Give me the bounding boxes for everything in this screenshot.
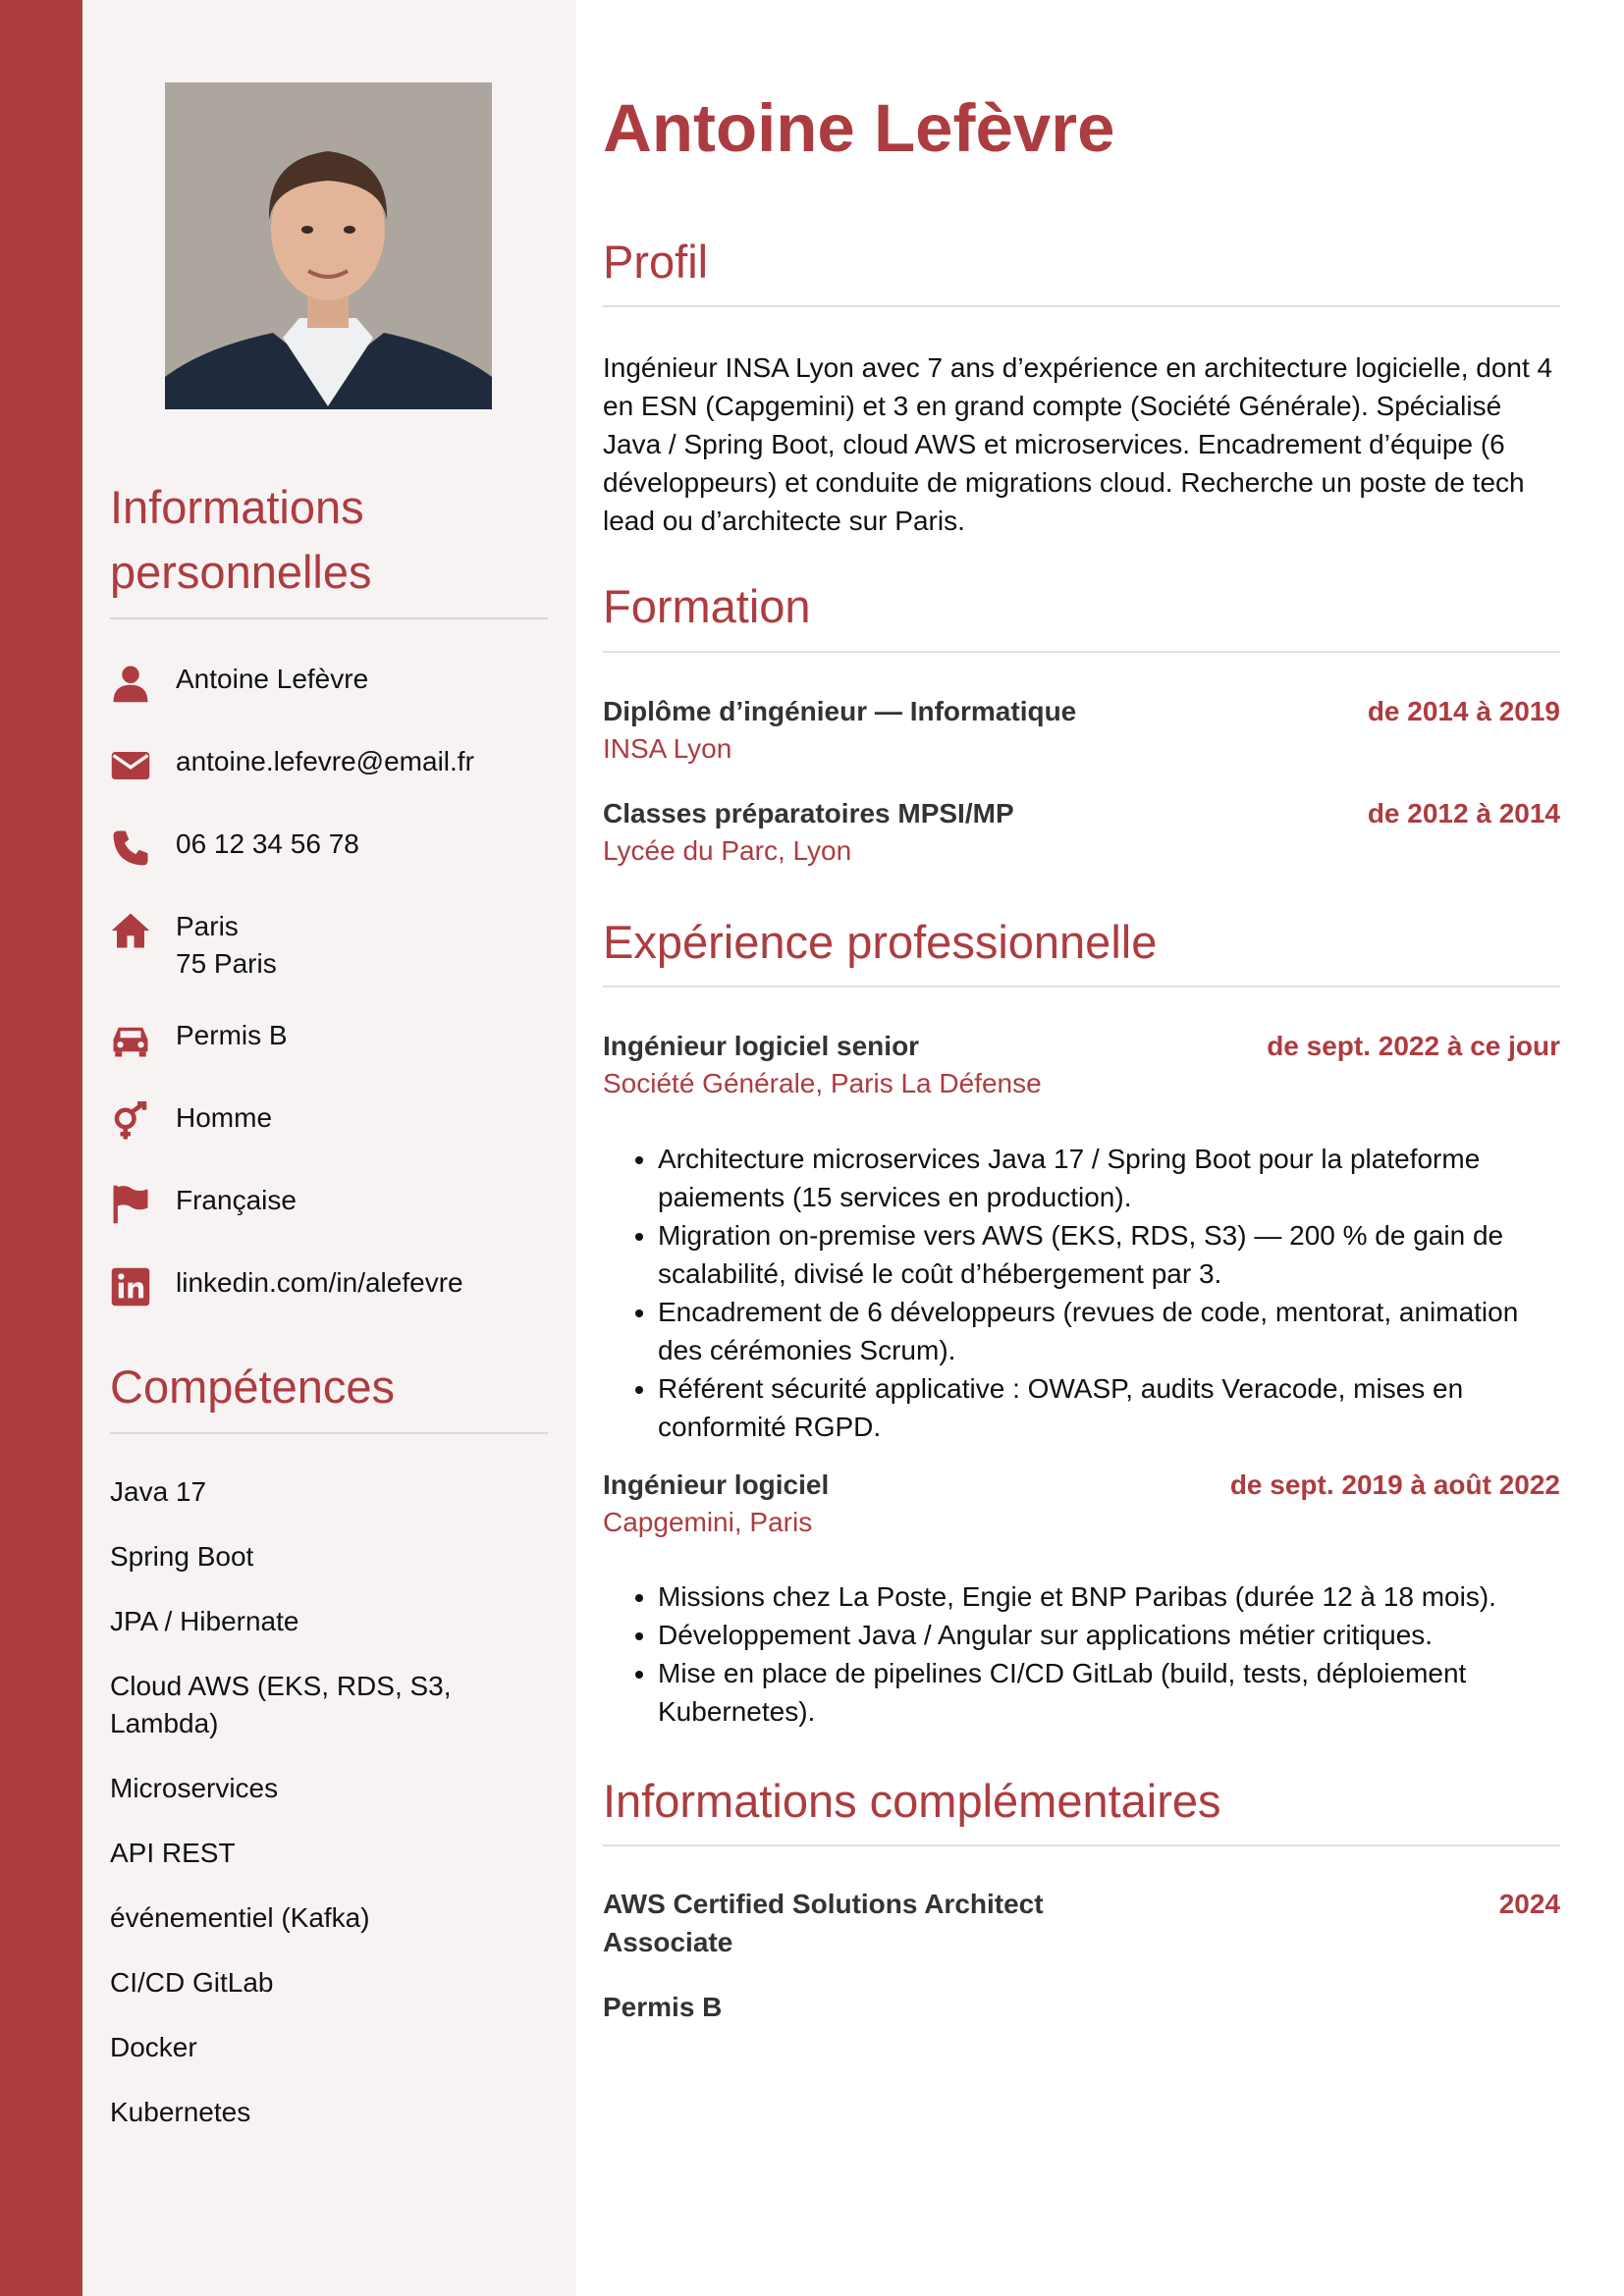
- job-bullets: [603, 1140, 1560, 1446]
- skill-item: Docker: [110, 2032, 197, 2062]
- skill-item: Cloud AWS (EKS, RDS, S3, Lambda): [110, 1671, 452, 1738]
- list-item: • Référent sécurité applicative : OWASP, audits Veracode, mises en conformité RGPD.: [658, 1369, 1560, 1446]
- list-item: • Encadrement de 6 développeurs (revues de code, mentorat, animation des cérémonies Scrum).: [658, 1293, 1560, 1369]
- job-date: de sept. 2019 à août 2022: [1229, 1469, 1560, 1500]
- education-title: Classes préparatoires MPSI/MP: [603, 798, 1014, 828]
- education-school: Lycée du Parc, Lyon: [603, 835, 852, 866]
- profile-text: Ingénieur INSA Lyon avec 7 ans d’expérience en architecture logicielle, dont 4 en ESN (Capgemini) et 3 en grand compte (Société Générale). Spécialisé Java / Spring Boot, cloud AWS et microservices. Encadrement d’équipe (6 développeurs) et conduite de migrations cloud. Recherche un poste de tech lead ou d’architecte sur Paris.: [603, 352, 1553, 536]
- personal-info-divider: [110, 617, 548, 619]
- envelope-icon: [110, 745, 151, 786]
- phone-icon: [110, 828, 151, 869]
- personal-info-heading: Informations personnelles: [110, 481, 372, 598]
- job-company: Société Générale, Paris La Défense: [603, 1068, 1042, 1098]
- education-divider: [603, 651, 1560, 653]
- skills-divider: [110, 1432, 548, 1434]
- address-region: 75 Paris: [176, 948, 277, 979]
- gender-icon: [110, 1101, 151, 1143]
- list-item: • Migration on-premise vers AWS (EKS, RDS, S3) — 200 % de gain de scalabilité, divisé le coût d’hébergement par 3.: [658, 1216, 1560, 1293]
- skill-item: Kubernetes: [110, 2097, 251, 2127]
- candidate-name: Antoine Lefèvre: [603, 90, 1115, 166]
- accent-bar: [0, 0, 82, 2296]
- experience-divider: [603, 986, 1560, 988]
- experience-heading: Expérience professionnelle: [603, 916, 1158, 968]
- sidebar: Informations personnelles Antoine Lefèvre antoine.lefevre@email.fr 06 12 34 56 78 Paris 75 Paris Permis B Homme Française linkedin.com/in/alefevre Compétences Java 17 Spring Boot JPA / Hibernate Cloud AWS (EKS, RDS, S3, Lambda) Microservices API REST événementiel (Kafka) CI/CD GitLab Docker Kubernetes: [82, 0, 576, 2296]
- education-title: Diplôme d’ingénieur — Informatique: [603, 696, 1077, 726]
- portrait-photo: [165, 82, 492, 409]
- list-item: • Mise en place de pipelines CI/CD GitLab (build, tests, déploiement Kubernetes).: [658, 1654, 1560, 1731]
- user-icon: [110, 663, 151, 704]
- list-item: • Architecture microservices Java 17 / Spring Boot pour la plateforme paiements (15 services en production).: [658, 1140, 1560, 1216]
- address-city: Paris: [176, 911, 239, 941]
- job-bullets: [603, 1577, 1560, 1731]
- education-date: de 2014 à 2019: [1367, 696, 1560, 726]
- skill-item: Microservices: [110, 1773, 279, 1803]
- job-date: de sept. 2022 à ce jour: [1267, 1031, 1560, 1061]
- additional-divider: [603, 1844, 1560, 1846]
- profile-heading: Profil: [603, 236, 709, 288]
- portrait-illustration: [165, 82, 492, 409]
- skill-item: événementiel (Kafka): [110, 1902, 370, 1933]
- skills-heading: Compétences: [110, 1361, 395, 1413]
- list-item: • Développement Java / Angular sur applications métier critiques.: [658, 1616, 1560, 1654]
- additional-title: AWS Certified Solutions Architect Associate: [603, 1889, 1044, 1957]
- additional-heading: Informations complémentaires: [603, 1775, 1221, 1827]
- car-icon: [110, 1019, 151, 1060]
- skill-item: API REST: [110, 1838, 236, 1868]
- list-item: • Missions chez La Poste, Engie et BNP Paribas (durée 12 à 18 mois).: [658, 1577, 1560, 1616]
- additional-title: Permis B: [603, 1992, 723, 2022]
- home-icon: [110, 910, 151, 951]
- skill-item: Java 17: [110, 1476, 207, 1507]
- additional-date: 2024: [1498, 1889, 1560, 1919]
- education-school: INSA Lyon: [603, 733, 732, 764]
- linkedin-icon: [110, 1266, 151, 1308]
- job-title: Ingénieur logiciel senior: [603, 1031, 920, 1061]
- skill-item: Spring Boot: [110, 1541, 254, 1572]
- job-company: Capgemini, Paris: [603, 1507, 813, 1537]
- skill-item: JPA / Hibernate: [110, 1606, 299, 1636]
- education-date: de 2012 à 2014: [1367, 798, 1560, 828]
- skill-item: CI/CD GitLab: [110, 1967, 274, 1998]
- job-title: Ingénieur logiciel: [603, 1469, 830, 1500]
- profile-divider: [603, 305, 1560, 307]
- flag-icon: [110, 1184, 151, 1225]
- main-content: [603, 0, 1560, 2296]
- education-heading: Formation: [603, 580, 811, 632]
